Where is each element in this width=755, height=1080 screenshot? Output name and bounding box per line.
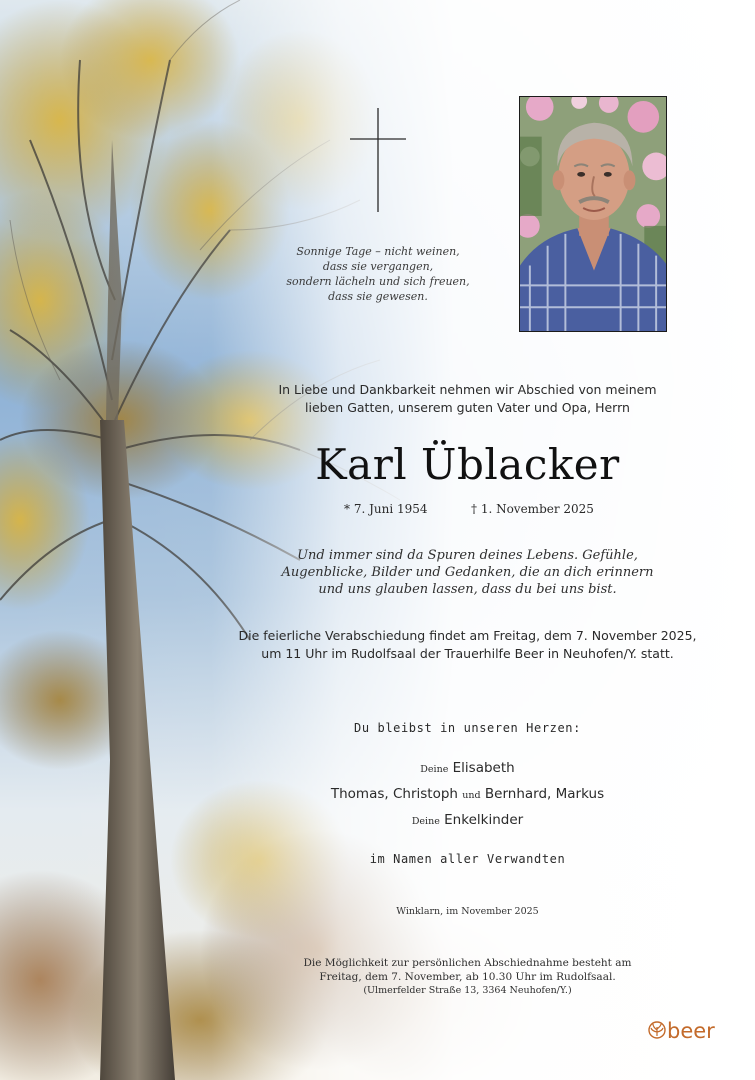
place-date: Winklarn, im November 2025 bbox=[396, 906, 539, 917]
poem-line: dass sie vergangen, bbox=[322, 260, 434, 273]
farewell-line: Die Möglichkeit zur persönlichen Abschiednahme besteht am bbox=[303, 957, 632, 969]
family-name: Thomas, Christoph bbox=[330, 786, 458, 802]
verse-line: Augenblicke, Bilder und Gedanken, die an dich erinnern bbox=[281, 565, 654, 580]
family-name: Bernhard, Markus bbox=[484, 786, 605, 802]
family-prefix: Deine bbox=[420, 764, 449, 775]
farewell-line: Freitag, dem 7. November, ab 10.30 Uhr im Rudolfsaal. bbox=[319, 971, 616, 983]
intro-line: lieben Gatten, unserem guten Vater und Opa, Herrn bbox=[305, 400, 630, 415]
portrait-photo bbox=[519, 96, 667, 332]
verse-line: und uns glauben lassen, dass du bei uns bist. bbox=[318, 582, 617, 597]
poem-line: dass sie gewesen. bbox=[328, 290, 428, 303]
death-date: † 1. November 2025 bbox=[471, 502, 594, 516]
leaf-logo-icon bbox=[648, 1021, 666, 1039]
deceased-name: Karl Üblacker bbox=[315, 440, 620, 489]
family-prefix: Deine bbox=[411, 816, 440, 827]
beer-logo bbox=[648, 1018, 728, 1046]
farewell-info bbox=[270, 956, 665, 998]
cross-icon bbox=[340, 108, 416, 212]
family-name: Enkelkinder bbox=[444, 812, 524, 828]
family-line-children bbox=[260, 786, 675, 802]
ceremony-line: um 11 Uhr im Rudolfsaal der Trauerhilfe Beer in Neuhofen/Y. statt. bbox=[261, 646, 674, 661]
relatives-line: im Namen aller Verwandten bbox=[369, 852, 566, 866]
poem bbox=[272, 244, 484, 304]
family-name: Elisabeth bbox=[452, 760, 515, 776]
poem-line: Sonnige Tage – nicht weinen, bbox=[296, 245, 460, 258]
intro-line: In Liebe und Dankbarkeit nehmen wir Abschied von meinem bbox=[278, 382, 657, 397]
farewell-address: (Ulmerfelder Straße 13, 3364 Neuhofen/Y.) bbox=[363, 985, 572, 996]
logo-text: beer bbox=[667, 1019, 715, 1043]
intro-text bbox=[230, 381, 705, 417]
verse-line: Und immer sind da Spuren deines Lebens. Gefühle, bbox=[297, 548, 638, 563]
birth-date: * 7. Juni 1954 bbox=[344, 502, 428, 516]
ceremony-line: Die feierliche Verabschiedung findet am Freitag, dem 7. November 2025, bbox=[238, 628, 697, 643]
family-conjunction: und bbox=[462, 790, 481, 801]
family-line-spouse bbox=[260, 760, 675, 776]
family-line-grandchildren bbox=[260, 812, 675, 828]
poem-line: sondern lächeln und sich freuen, bbox=[286, 275, 470, 288]
ceremony-info bbox=[225, 627, 710, 663]
memorial-verse bbox=[250, 547, 685, 598]
hearts-heading: Du bleibst in unseren Herzen: bbox=[354, 721, 581, 735]
